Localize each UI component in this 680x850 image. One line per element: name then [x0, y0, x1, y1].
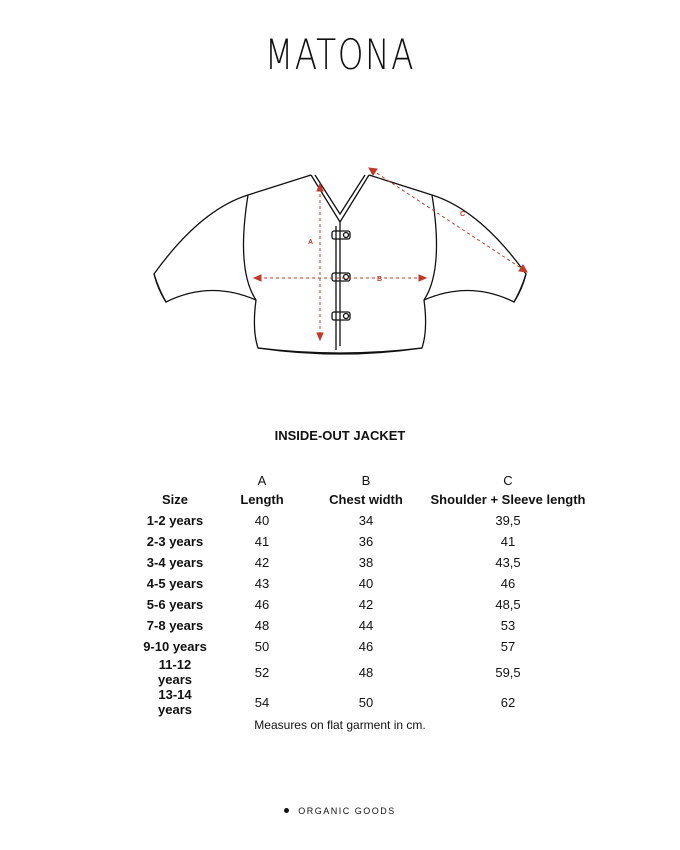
- letter-b: B: [361, 473, 371, 488]
- cell-length: 41: [254, 534, 270, 549]
- cell-size: 7-8 years: [146, 618, 204, 633]
- cell-chest: 44: [358, 618, 374, 633]
- header-length: Length: [240, 492, 284, 507]
- table-row: [140, 657, 598, 687]
- header-row: [140, 489, 598, 510]
- cell-length: 40: [254, 513, 270, 528]
- cell-length: 48: [254, 618, 270, 633]
- product-title: INSIDE-OUT JACKET: [274, 428, 406, 443]
- cell-size: 13-14 years: [158, 687, 192, 717]
- cell-sleeve: 57: [500, 639, 516, 654]
- table-row: [140, 594, 598, 615]
- cell-size: 5-6 years: [146, 597, 204, 612]
- size-rows: [140, 510, 598, 717]
- cell-sleeve: 62: [500, 694, 516, 710]
- table-row: [140, 687, 598, 717]
- cell-chest: 38: [358, 555, 374, 570]
- cell-sleeve: 43,5: [495, 555, 521, 570]
- letter-c: C: [503, 473, 513, 488]
- table-row: [140, 573, 598, 594]
- cell-length: 42: [254, 555, 270, 570]
- cell-chest: 50: [358, 694, 374, 710]
- measure-label-a: A: [308, 239, 314, 246]
- cell-chest: 40: [358, 576, 374, 591]
- cell-size: 3-4 years: [146, 555, 204, 570]
- cell-length: 43: [254, 576, 270, 591]
- table-row: [140, 552, 598, 573]
- cell-sleeve: 46: [500, 576, 516, 591]
- measure-label-c: C: [460, 211, 466, 218]
- header-size: Size: [161, 492, 188, 507]
- cell-chest: 48: [358, 664, 374, 680]
- cell-chest: 36: [358, 534, 374, 549]
- cell-length: 50: [254, 639, 270, 654]
- cell-size: 9-10 years: [143, 639, 207, 654]
- header-chest: Chest width: [329, 492, 403, 507]
- cell-chest: 34: [358, 513, 374, 528]
- brand-logo: MATONA: [264, 30, 416, 79]
- bullet-icon: [284, 808, 289, 813]
- table-row: [140, 531, 598, 552]
- cell-sleeve: 48,5: [495, 597, 521, 612]
- cell-size: 2-3 years: [146, 534, 204, 549]
- size-table: [140, 472, 598, 717]
- cell-sleeve: 39,5: [495, 513, 521, 528]
- footer: [0, 806, 680, 816]
- cell-length: 52: [254, 664, 270, 680]
- cell-sleeve: 59,5: [495, 664, 521, 680]
- cell-length: 54: [254, 694, 270, 710]
- measure-lines: [254, 168, 527, 340]
- footer-text: ORGANIC GOODS: [298, 806, 396, 816]
- cell-chest: 46: [358, 639, 374, 654]
- measure-note: Measures on flat garment in cm.: [254, 718, 426, 732]
- measure-label-b: B: [377, 276, 383, 283]
- table-row: [140, 636, 598, 657]
- cell-size: 11-12 years: [158, 657, 192, 687]
- cell-chest: 42: [358, 597, 374, 612]
- letter-size: [140, 472, 210, 489]
- jacket-diagram: [140, 160, 540, 370]
- table-row: [140, 615, 598, 636]
- letter-a: A: [257, 473, 267, 488]
- cell-sleeve: 41: [500, 534, 516, 549]
- cell-size: 1-2 years: [146, 513, 204, 528]
- table-row: [140, 510, 598, 531]
- header-sleeve: Shoulder + Sleeve length: [430, 492, 586, 507]
- letter-row: [140, 472, 598, 489]
- cell-sleeve: 53: [500, 618, 516, 633]
- cell-length: 46: [254, 597, 270, 612]
- cell-size: 4-5 years: [146, 576, 204, 591]
